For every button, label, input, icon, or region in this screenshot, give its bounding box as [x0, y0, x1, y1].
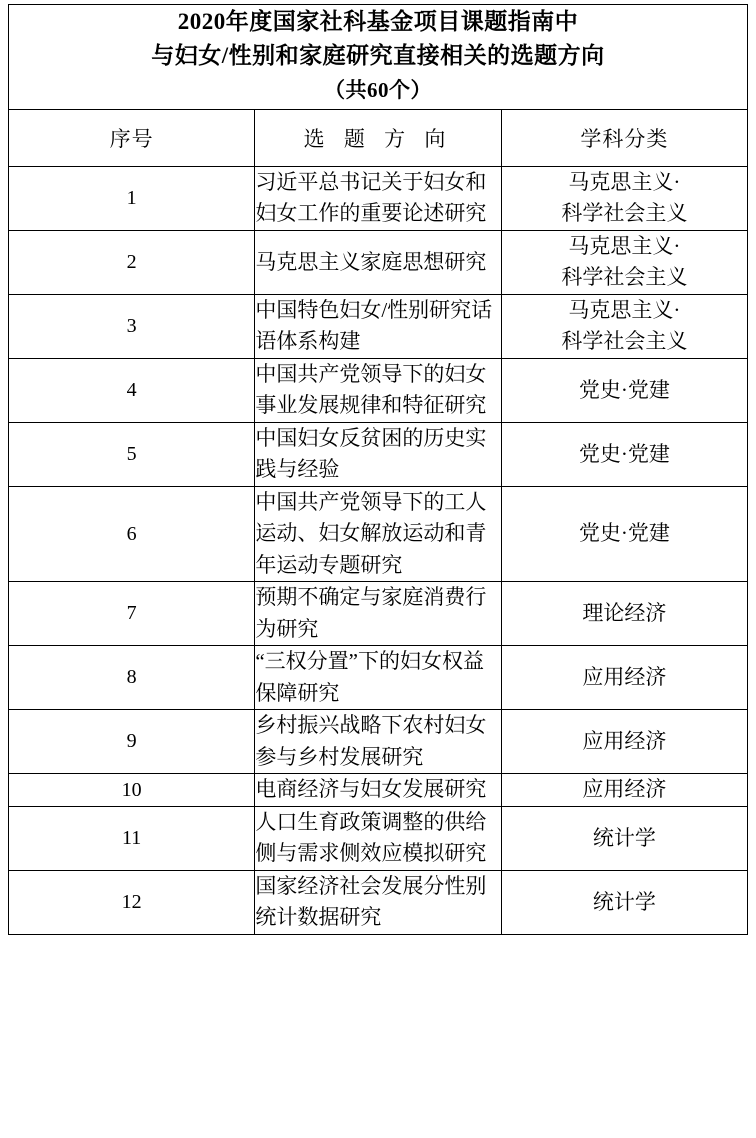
row-topic: 预期不确定与家庭消费行为研究: [255, 582, 501, 646]
row-category-line1: 统计学: [592, 825, 656, 850]
row-category-line1: 马克思主义·: [568, 169, 681, 194]
row-topic: 中国共产党领导下的妇女事业发展规律和特征研究: [255, 358, 501, 422]
row-number: 3: [9, 294, 255, 358]
row-category-line1: 理论经济: [582, 601, 667, 625]
column-header-no: 序号: [9, 109, 255, 166]
row-category: [501, 774, 747, 807]
row-number: 6: [9, 486, 255, 582]
table-row: [9, 774, 748, 807]
row-category-line1: 应用经济: [582, 665, 667, 689]
table-row: [9, 166, 748, 230]
row-category: [501, 806, 747, 870]
row-category-line1: 马克思主义·: [568, 233, 681, 258]
table-row: [9, 646, 748, 710]
table-row: [9, 230, 748, 294]
row-category: [501, 422, 747, 486]
row-number: 7: [9, 582, 255, 646]
row-number: 8: [9, 646, 255, 710]
guideline-table: [8, 4, 748, 935]
row-topic: 中国妇女反贫困的历史实践与经验: [255, 422, 501, 486]
row-number: 5: [9, 422, 255, 486]
row-topic: 中国共产党领导下的工人运动、妇女解放运动和青年运动专题研究: [255, 486, 501, 582]
row-category-line1: 党史·党建: [578, 377, 670, 402]
row-number: 1: [9, 166, 255, 230]
table-row: [9, 806, 748, 870]
row-category-line1: 统计学: [592, 889, 656, 914]
table-row: [9, 710, 748, 774]
row-category-line2: 科学社会主义: [561, 201, 688, 226]
row-category-line1: 党史·党建: [578, 521, 670, 546]
row-category-line2: 科学社会主义: [561, 265, 688, 290]
row-category-line1: 应用经济: [582, 777, 667, 802]
row-topic: 乡村振兴战略下农村妇女参与乡村发展研究: [255, 710, 501, 774]
row-number: 4: [9, 358, 255, 422]
row-category: [501, 294, 747, 358]
row-topic: 国家经济社会发展分性别统计数据研究: [255, 870, 501, 934]
table-row: [9, 486, 748, 582]
row-number: 2: [9, 230, 255, 294]
row-category: [501, 486, 747, 582]
row-category: [501, 358, 747, 422]
row-category: [501, 646, 747, 710]
row-topic: “三权分置”下的妇女权益保障研究: [255, 646, 501, 710]
row-number: 10: [9, 774, 255, 807]
row-category-line1: 马克思主义·: [568, 297, 681, 322]
row-number: 9: [9, 710, 255, 774]
row-topic: 习近平总书记关于妇女和妇女工作的重要论述研究: [255, 166, 501, 230]
document-page: [0, 4, 756, 1138]
table-row: [9, 358, 748, 422]
row-topic: 人口生育政策调整的供给侧与需求侧效应模拟研究: [255, 806, 501, 870]
row-category-line1: 应用经济: [582, 729, 667, 753]
title-row: [9, 5, 748, 110]
row-topic: 马克思主义家庭思想研究: [255, 230, 501, 294]
row-category: [501, 230, 747, 294]
column-header-topic: 选 题 方 向: [255, 109, 501, 166]
table-row: [9, 294, 748, 358]
title-line-2: 与妇女/性别和家庭研究直接相关的选题方向: [151, 43, 605, 69]
row-topic: 中国特色妇女/性别研究话语体系构建: [255, 294, 501, 358]
document-title: [9, 5, 748, 110]
row-topic: 电商经济与妇女发展研究: [255, 774, 501, 807]
table-body: [9, 5, 748, 935]
row-number: 12: [9, 870, 255, 934]
title-line-1: 2020年度国家社科基金项目课题指南中: [177, 9, 579, 34]
row-category-line1: 党史·党建: [578, 441, 670, 466]
title-count: （共60个）: [324, 78, 432, 103]
column-header-category: 学科分类: [501, 109, 747, 166]
row-category: [501, 166, 747, 230]
table-row: [9, 582, 748, 646]
row-category: [501, 870, 747, 934]
row-number: 11: [9, 806, 255, 870]
row-category: [501, 582, 747, 646]
table-row: [9, 422, 748, 486]
row-category-line2: 科学社会主义: [561, 329, 688, 354]
row-category: [501, 710, 747, 774]
table-header-row: [9, 109, 748, 166]
table-row: [9, 870, 748, 934]
